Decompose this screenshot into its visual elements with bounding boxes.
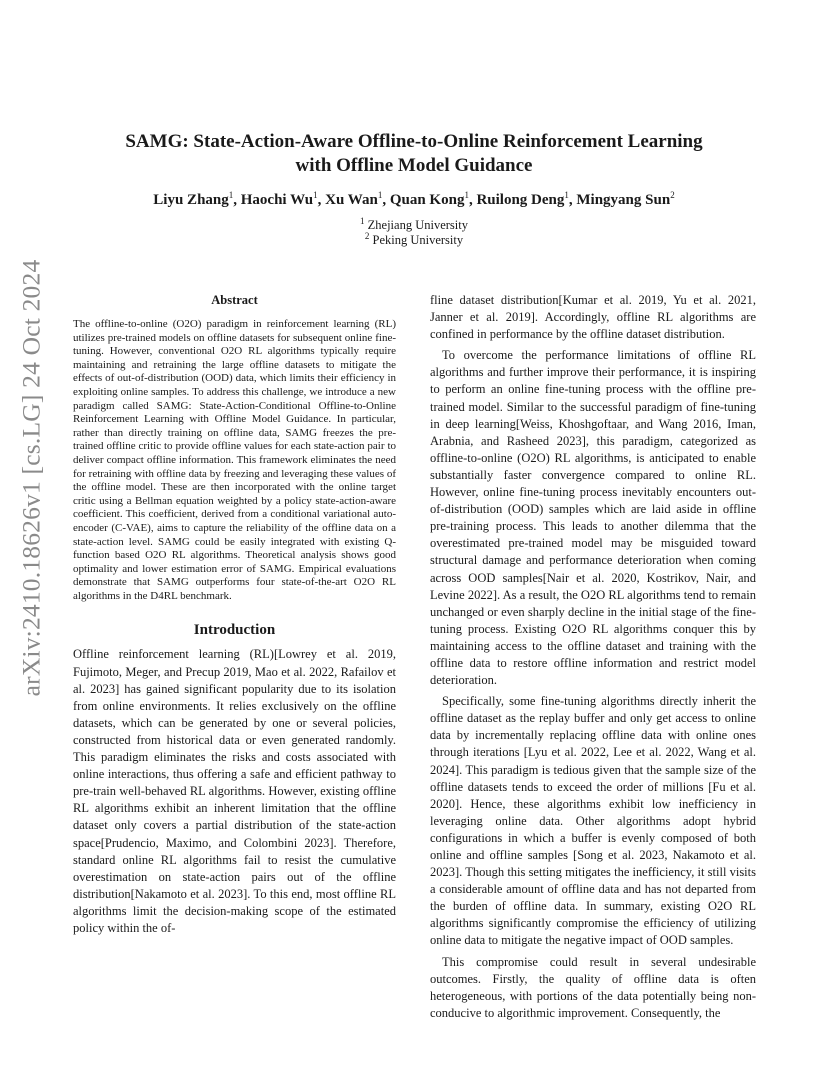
body-paragraph: fline dataset distribution[Kumar et al. 2019, Yu et al. 2021, Janner et al. 2019]. Accordingly, offline RL algorithms are confined in performance by the offline dataset distribution. (430, 293, 756, 342)
arxiv-id: arXiv:2410.18626v1 [cs.LG] 24 Oct 2024 (16, 259, 45, 697)
title-line-1: SAMG: State-Action-Aware Offline-to-Online Reinforcement Learning (125, 131, 703, 152)
body-paragraph: This compromise could result in several undesirable outcomes. Firstly, the quality of offline data is often heterogeneous, with portions of the data potentially being non-conducive to algorithmic improvement. Consequently, the (430, 954, 756, 1020)
paper-title (100, 130, 728, 178)
author: Xu Wan (325, 192, 378, 208)
author-affil: 1 (464, 190, 469, 200)
author: Mingyang Sun (576, 192, 671, 208)
author-affil: 1 (564, 190, 569, 200)
abstract-heading: Abstract (211, 293, 258, 307)
affiliation-number: 2 (364, 230, 370, 241)
affiliation (200, 230, 628, 248)
introduction-heading: Introduction (193, 622, 276, 639)
affiliation-name: Peking University (372, 233, 464, 247)
intro-paragraph: Offline reinforcement learning (RL)[Lowrey et al. 2019, Fujimoto, Meger, and Precup 2019, Mao et al. 2022, Rafailov et al. 2023] has gained significant popularity due to its isolation from online environments. It relies exclusively on the offline datasets, which can be generated by one or several policies, constructed from historical data or even generated randomly. This paradigm eliminates the risks and costs associated with online interactions, thus offering a safe and efficient pathway to pre-train well-behaved RL algorithms. However, existing offline RL algorithms exhibit an inherent limitation that the offline dataset only covers a partial distribution of the state-action space[Prudencio, Maximo, and Colombini 2023]. Therefore, standard online RL algorithms fail to resist the cumulative overestimation on state-action pairs out of the offline distribution[Nakamoto et al. 2023]. To this end, most offline RL algorithms limit the decision-making scope of the estimated policy within the of- (73, 647, 396, 935)
author: Liyu Zhang (153, 192, 229, 208)
affiliation (200, 215, 628, 233)
left-column (73, 292, 396, 937)
arxiv-stamp (10, 259, 52, 697)
author-affil: 1 (313, 190, 318, 200)
affiliation-number: 1 (360, 215, 365, 226)
body-paragraph: Specifically, some fine-tuning algorithms directly inherit the offline dataset as the replay buffer and only get access to online data by incrementally replacing offline data with online ones through iterations [Lyu et al. 2022, Lee et al. 2022, Wang et al. 2024]. This paradigm is tedious given that the sample size of the offline datasets tends to exceed the order of millions [Fu et al. 2020]. Hence, these algorithms exhibit low inefficiency in leveraging online data. Other algorithms adopt hybrid configurations in which a buffer is evenly composed of both online and offline samples [Song et al. 2023, Nakamoto et al. 2023]. Though this setting mitigates the inefficiency, it still visits a considerable amount of offline data and has not departed from the burden of offline data. In summary, existing O2O RL algorithms significantly compromise the efficiency of utilizing online data to mitigate the negative impact of OOD samples. (430, 694, 756, 948)
author-list: Liyu Zhang$^1$, Haochi Wu$^1$, Xu Wan$^1$, Quan Kong$^1$, Ruilong Deng$^1$, Mingyang Sun$^2$ (153, 190, 675, 208)
abstract-body: The offline-to-online (O2O) paradigm in reinforcement learning (RL) utilizes pre-trained models on offline datasets for subsequent online fine-tuning. However, conventional O2O RL algorithms typically require maintaining and retraining the large offline datasets to mitigate the effects of out-of-distribution (OOD) data, which limits their efficiency in exploiting online samples. To address this challenge, we introduce a new paradigm called SAMG: State-Action-Conditional Offline-to-Online Reinforcement Learning with Offline Model Guidance. In particular, rather than directly training on offline data, SAMG freezes the pre-trained offline critic to provide offline values for each state-action pair to deliver compact offline information. This framework eliminates the need for retraining with offline data by freezing and leveraging these values of the offline model. These are then incorporated with the online target critic using a Bellman equation weighted by a policy state-action-aware coefficient. This coefficient, derived from a conditional variational auto-encoder (C-VAE), aims to capture the reliability of the offline data on a state-action level. SAMG could be easily integrated with existing Q-function based O2O RL algorithms. Theoretical analysis shows good optimality and lower estimation error of SAMG. Empirical evaluations demonstrate that SAMG outperforms four state-of-the-art O2O RL algorithms in the D4RL benchmark. (73, 318, 396, 602)
title-line-2: with Offline Model Guidance (295, 155, 533, 176)
body-paragraph: To overcome the performance limitations of offline RL algorithms and further improve their performance, it is inspiring to perform an online fine-tuning process with the offline pre-trained model. Similar to the successful paradigm of fine-tuning in deep learning[Weiss, Khoshgoftaar, and Wang 2016, Iman, Arabnia, and Rasheed 2023], this paradigm, categorized as offline-to-online (O2O) RL algorithms, is anticipated to enable substantially faster convergence compared to online RL. However, online fine-tuning process inevitably encounters out-of-distribution (OOD) samples which are laid aside in offline pre-training process. This leads to another dilemma that the overestimated pre-trained model may be misguided toward structural damage and performance deterioration when coming across OOD samples[Nair et al. 2020, Kostrikov, Nair, and Levine 2022]. As a result, the O2O RL algorithms tend to remain unchanged or even sharply decline in the initial stage of the fine-tuning process. Existing O2O RL algorithms conquer this by maintaining access to the offline dataset and training with the offline data to restore offline information and restrict model deterioration. (430, 348, 756, 688)
author: Haochi Wu (240, 192, 314, 208)
affiliation-name: Zhejiang University (367, 218, 468, 232)
author-affil: 1 (228, 190, 234, 200)
right-column (430, 292, 756, 1022)
author: Ruilong Deng (476, 192, 565, 208)
author-affil: 2 (670, 190, 675, 200)
author: Quan Kong (389, 192, 465, 208)
author-affil: 1 (377, 190, 383, 200)
